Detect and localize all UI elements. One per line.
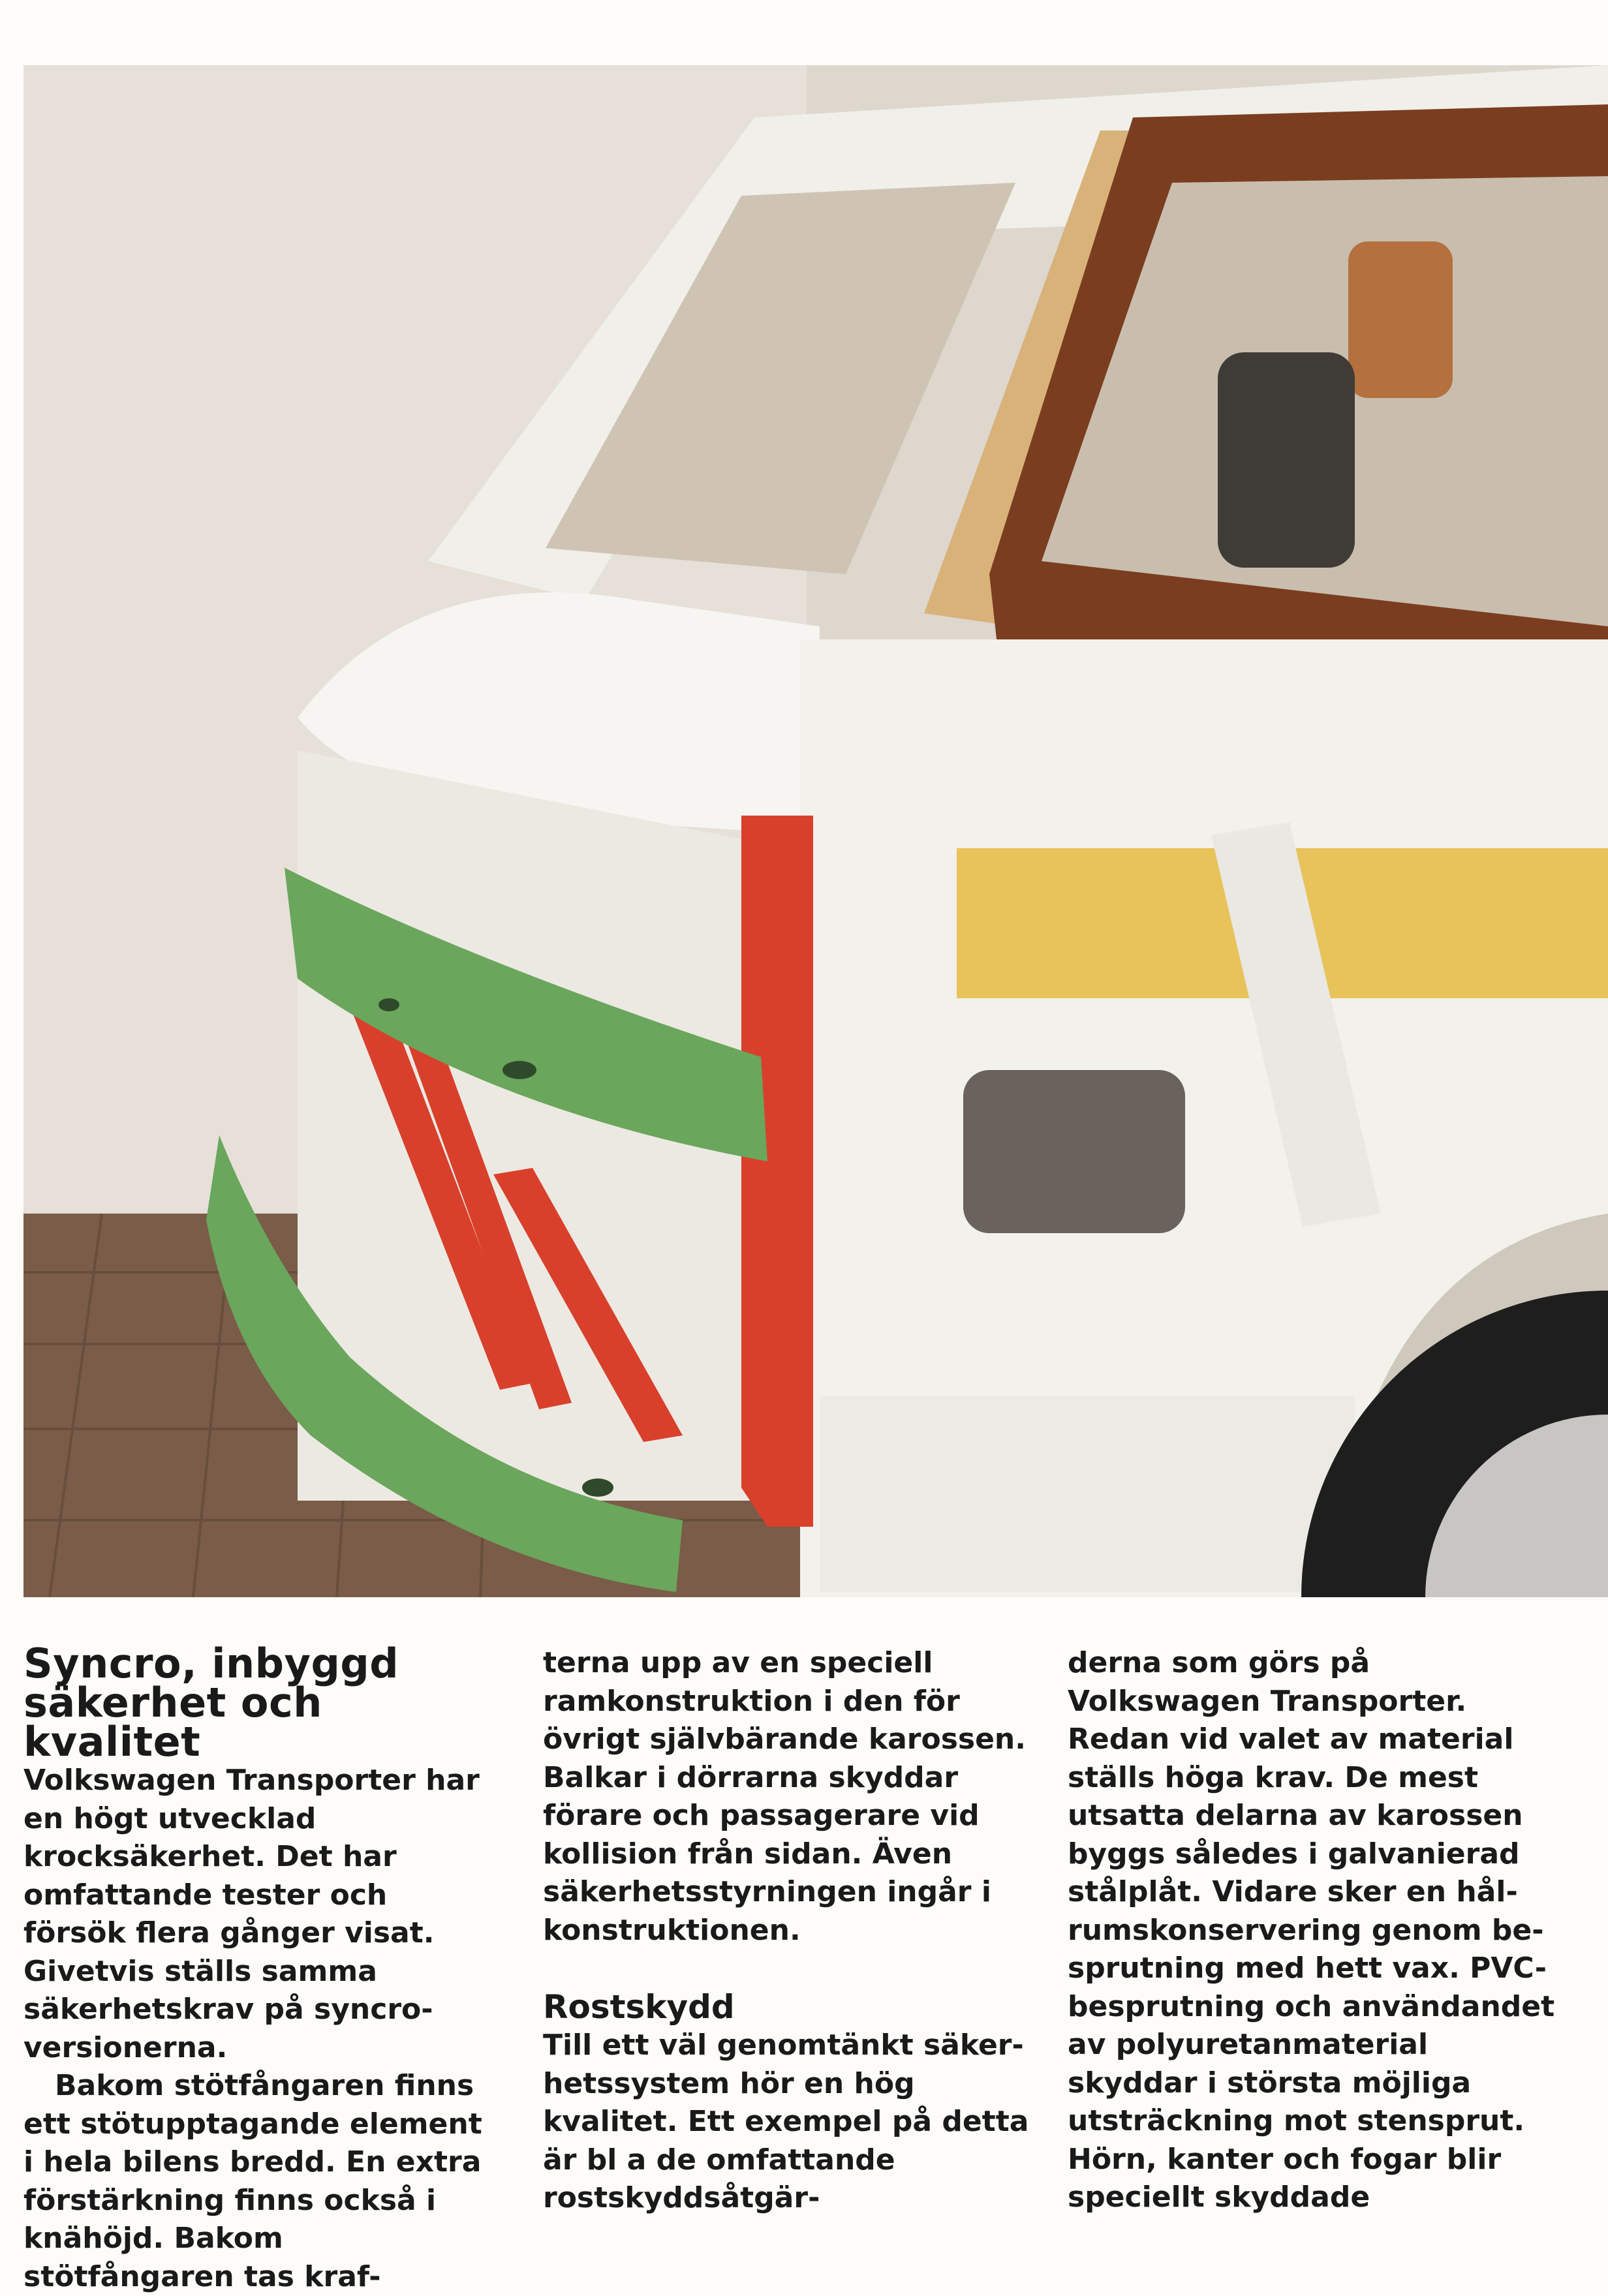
- article-column-2: [543, 1644, 1039, 2218]
- lower-door-skin: [820, 1396, 1355, 1592]
- body-paragraph: derna som görs på Volkswagen Transporter. Redan vid valet av material ställs höga krav. De mest utsatta delarna av karossen byggs således i galvanierad stålplåt. Vidare sker en hålrumskonservering genom besprutning med hett vax. PVC-besprutning och användandet av polyuretanmaterial skyddar i största möjliga utsträckning mot stensprut. Hörn, kanter och fogar blir speciellt skyddade: [1068, 1646, 1555, 2214]
- body-paragraph: Bakom stötfångaren finns ett stötupptagande element i hela bilens bredd. En extra förstärkning finns också i knähöjd. Bakom stötfångaren tas kraf-: [23, 2069, 482, 2293]
- headline-line-1: Syncro, inbyggd: [23, 1640, 399, 1687]
- body-paragraph: Volkswagen Transporter har en högt utvecklad krocksäkerhet. Det har omfattande tester och försök flera gånger visat. Givetvis ställs samma säkerhetskrav på syncro-versionerna.: [23, 1764, 480, 2064]
- article-headline: [23, 1640, 493, 1766]
- door-cutout: [963, 1070, 1185, 1233]
- section-subhead: Rostskydd: [543, 1988, 735, 2026]
- seat-headrest: [1348, 241, 1453, 398]
- body-paragraph: Till ett väl genomtänkt säkerhetssystem hör en hög kvalitet. Ett exempel på detta är bl a de omfattande rostskyddsåtgär-: [543, 2028, 1029, 2214]
- headline-line-2: säkerhet och kvalitet: [23, 1679, 322, 1766]
- red-frame-pillar: [741, 816, 813, 1527]
- article-column-3: [1068, 1644, 1564, 2217]
- car-body-photo: [23, 65, 1608, 1597]
- body-paragraph: terna upp av en speciell ramkonstruktion i den för övrigt självbärande karossen. Balkar i dörrarna skyddar förare och passagerare vid kollision från sidan. Även säkerhetsstyrningen ingår i konstruktionen.: [543, 1646, 1026, 1947]
- mirror: [1218, 352, 1355, 568]
- article-column-1: [23, 1640, 493, 2296]
